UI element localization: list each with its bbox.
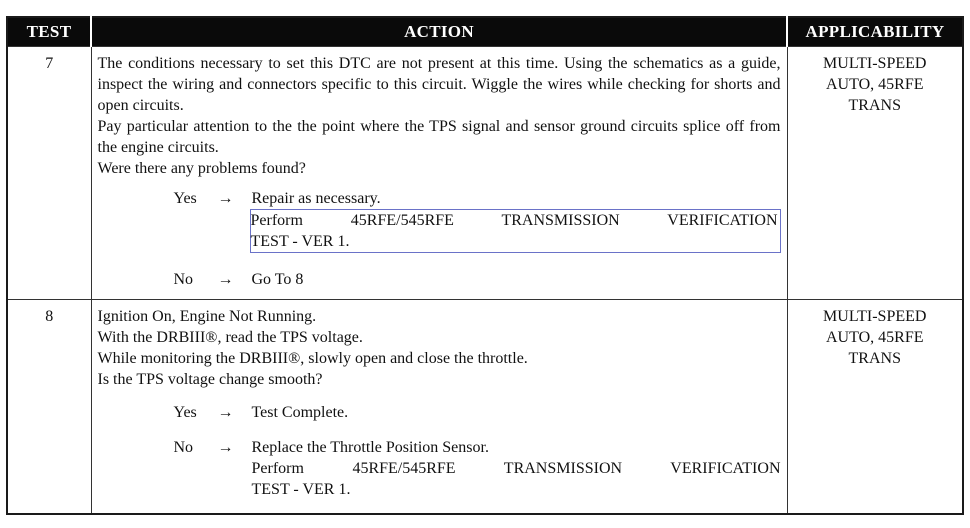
yes-result-text: Repair as necessary. [251, 190, 381, 207]
arrow-right-icon: → [217, 190, 234, 207]
verification-test-link[interactable] [250, 209, 781, 253]
table-row [7, 300, 963, 514]
action-paragraph: While monitoring the DRBIII®, slowly open and close the throttle. [97, 350, 528, 367]
action-cell [91, 47, 787, 300]
action-paragraph: The conditions necessary to set this DTC are not present at this time. Using the schematics as a guide, inspect the wiring and connectors specific to this circuit. Wiggle the wires while checking for shorts and open circuits. [97, 55, 781, 114]
applicability-cell [787, 47, 963, 300]
header-applicability: APPLICABILITY [787, 17, 963, 47]
arrow-right-icon: → [217, 271, 234, 288]
no-label: No [173, 439, 194, 456]
test-number: 7 [7, 47, 91, 300]
test-number: 8 [7, 300, 91, 514]
header-test: TEST [7, 17, 91, 47]
applicability-line: MULTI-SPEED [823, 308, 927, 325]
verification-test-text [252, 458, 781, 500]
yes-label: Yes [173, 404, 197, 421]
arrow-right-icon: → [217, 404, 234, 421]
diagnostic-test-table [6, 16, 964, 515]
action-paragraph: Pay particular attention to the the point where the TPS signal and sensor ground circuits splice off from the engine circuits. [97, 118, 781, 156]
no-branch [98, 437, 781, 500]
go-to-step-link[interactable]: Go To 8 [251, 271, 304, 288]
verification-line-2: TEST - VER 1. [251, 481, 351, 498]
applicability-cell [787, 300, 963, 514]
verification-line-1: Perform 45RFE/545RFE TRANSMISSION VERIFICATION [251, 460, 781, 477]
yes-branch [98, 402, 781, 423]
no-branch [98, 269, 781, 290]
verification-line-1: Perform 45RFE/545RFE TRANSMISSION VERIFICATION [250, 212, 778, 229]
applicability-line: AUTO, 45RFE [826, 76, 924, 93]
yes-branch [98, 188, 781, 253]
no-result-text: Replace the Throttle Position Sensor. [251, 439, 489, 456]
action-cell [91, 300, 787, 514]
applicability-line: TRANS [848, 350, 901, 367]
no-label: No [173, 271, 194, 288]
table-header-row [7, 17, 963, 47]
arrow-right-icon: → [217, 439, 234, 456]
applicability-line: AUTO, 45RFE [826, 329, 924, 346]
applicability-line: TRANS [848, 97, 901, 114]
table-row [7, 47, 963, 300]
action-question: Is the TPS voltage change smooth? [97, 371, 323, 388]
action-question: Were there any problems found? [97, 160, 306, 177]
verification-line-2: TEST - VER 1. [250, 233, 350, 250]
header-action: ACTION [91, 17, 787, 47]
yes-result-text: Test Complete. [251, 404, 349, 421]
action-paragraph: Ignition On, Engine Not Running. [97, 308, 317, 325]
applicability-line: MULTI-SPEED [823, 55, 927, 72]
yes-label: Yes [173, 190, 197, 207]
action-paragraph: With the DRBIII®, read the TPS voltage. [97, 329, 363, 346]
